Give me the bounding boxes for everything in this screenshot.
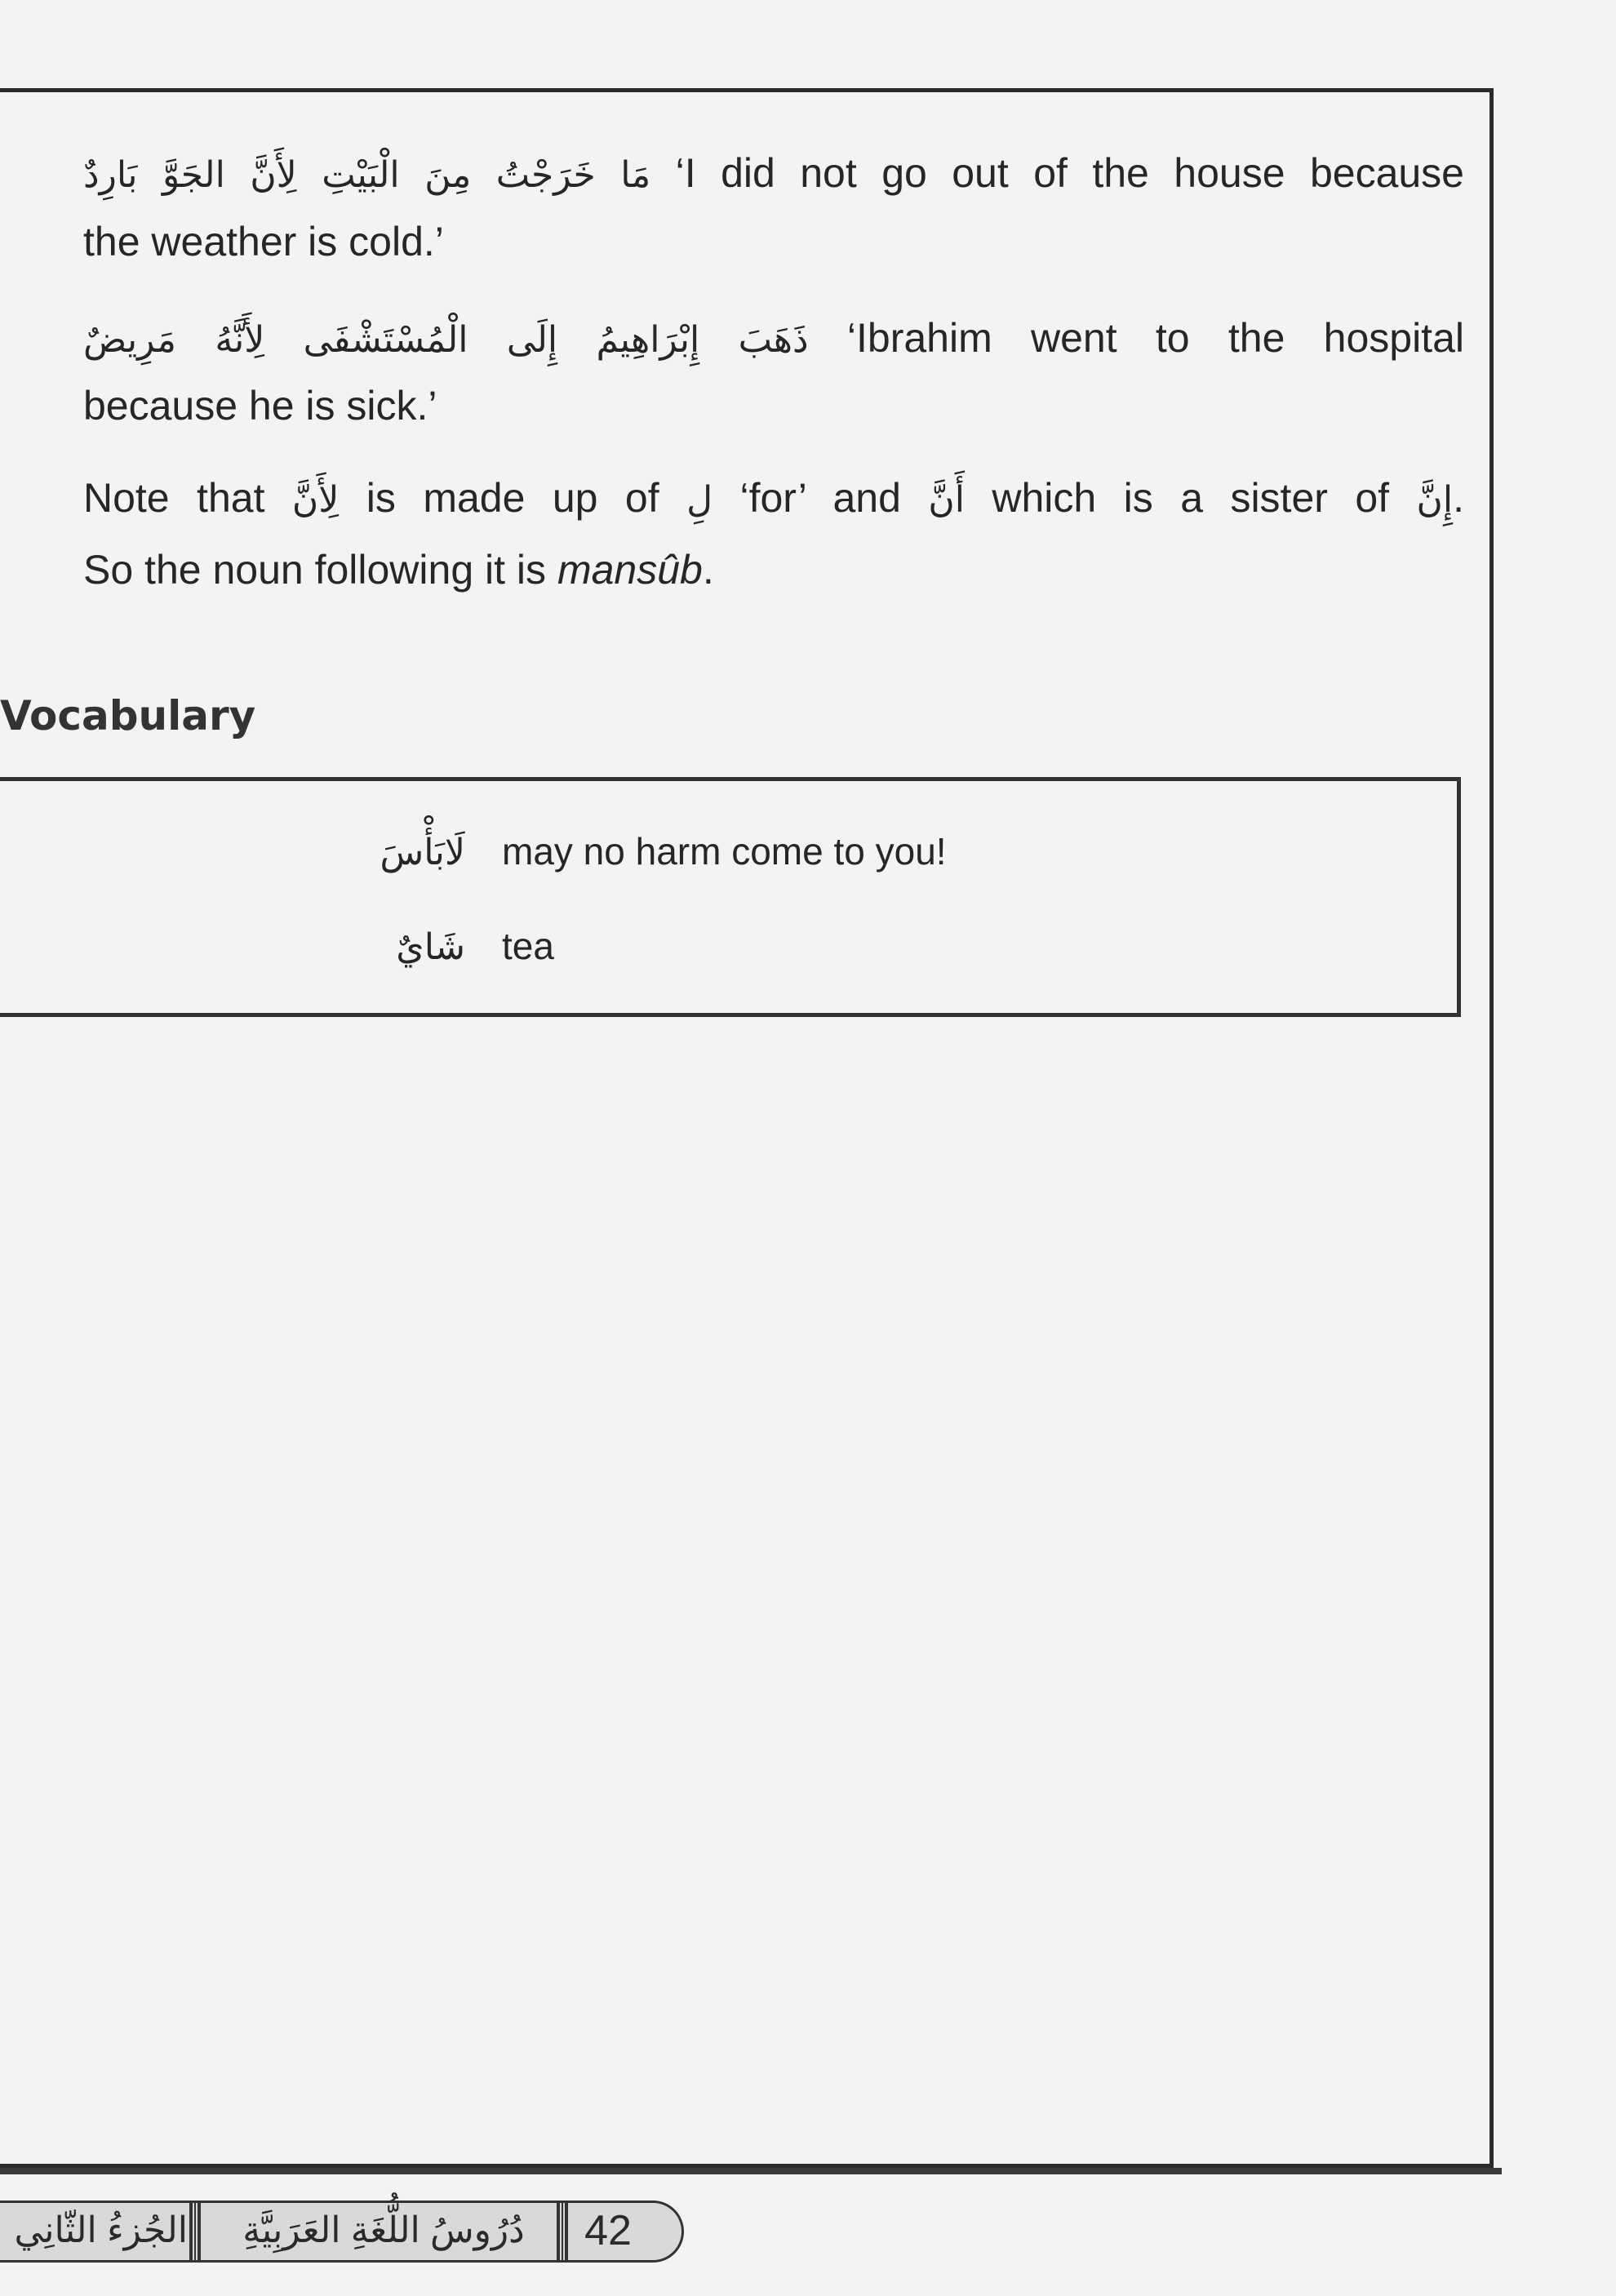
note-line-1 — [83, 473, 1464, 525]
note-period: . — [702, 547, 714, 593]
vocabulary-box — [0, 777, 1461, 1017]
note-text: So the noun following it is — [83, 547, 547, 593]
example-1-arabic: مَا خَرَجْتُ مِنَ الْبَيْتِ لِأَنَّ الجَوَّ بَارِدٌ — [83, 154, 651, 196]
example-1-line-1 — [83, 149, 1464, 200]
note-text: ‘for’ and — [739, 475, 901, 521]
note-term: mansûb — [557, 547, 703, 593]
footer-separator — [557, 2203, 568, 2260]
example-2-line-1 — [83, 313, 1464, 365]
vocab-arabic: شَايٌ — [396, 926, 465, 968]
vocab-arabic: لَابَأْسَ — [380, 832, 465, 873]
note-arabic: أَنَّ — [928, 479, 965, 521]
footer-rule — [0, 2168, 1502, 2174]
vocab-english: may no harm come to you! — [502, 830, 947, 873]
note-arabic: إِنَّ — [1416, 479, 1454, 521]
note-arabic: لِأَنَّ — [291, 479, 340, 521]
example-2-arabic: ذَهَبَ إِبْرَاهِيمُ إِلَى الْمُسْتَشْفَى لِأَنَّهُ مَرِيضٌ — [83, 319, 809, 361]
example-2-english-cont: because he is sick.’ — [83, 383, 437, 429]
note-text: Note that — [83, 475, 265, 521]
example-1-english-cont: the weather is cold.’ — [83, 219, 444, 264]
note-text: which is a sister of — [992, 475, 1390, 521]
note-text: is made up of — [366, 475, 659, 521]
note-arabic: لِ — [686, 479, 713, 521]
vocab-english: tea — [502, 925, 554, 967]
footer-book-title: دُرُوسُ اللُّغَةِ العَرَبِيَّةِ — [242, 2210, 525, 2250]
vocabulary-heading: Vocabulary — [0, 692, 256, 739]
example-2-english: ‘Ibrahim went to the hospital — [846, 315, 1464, 361]
footer-separator — [189, 2203, 201, 2260]
example-1-english: ‘I did not go out of the house because — [675, 150, 1464, 196]
footer-part: الجُزءُ الثَّانِي — [14, 2210, 188, 2250]
note-line-2 — [83, 545, 1464, 594]
footer-bar — [0, 2201, 684, 2263]
vocab-item — [375, 924, 554, 968]
vocab-item — [375, 829, 947, 873]
note-period: . — [1453, 475, 1464, 521]
page-number: 42 — [584, 2207, 632, 2254]
